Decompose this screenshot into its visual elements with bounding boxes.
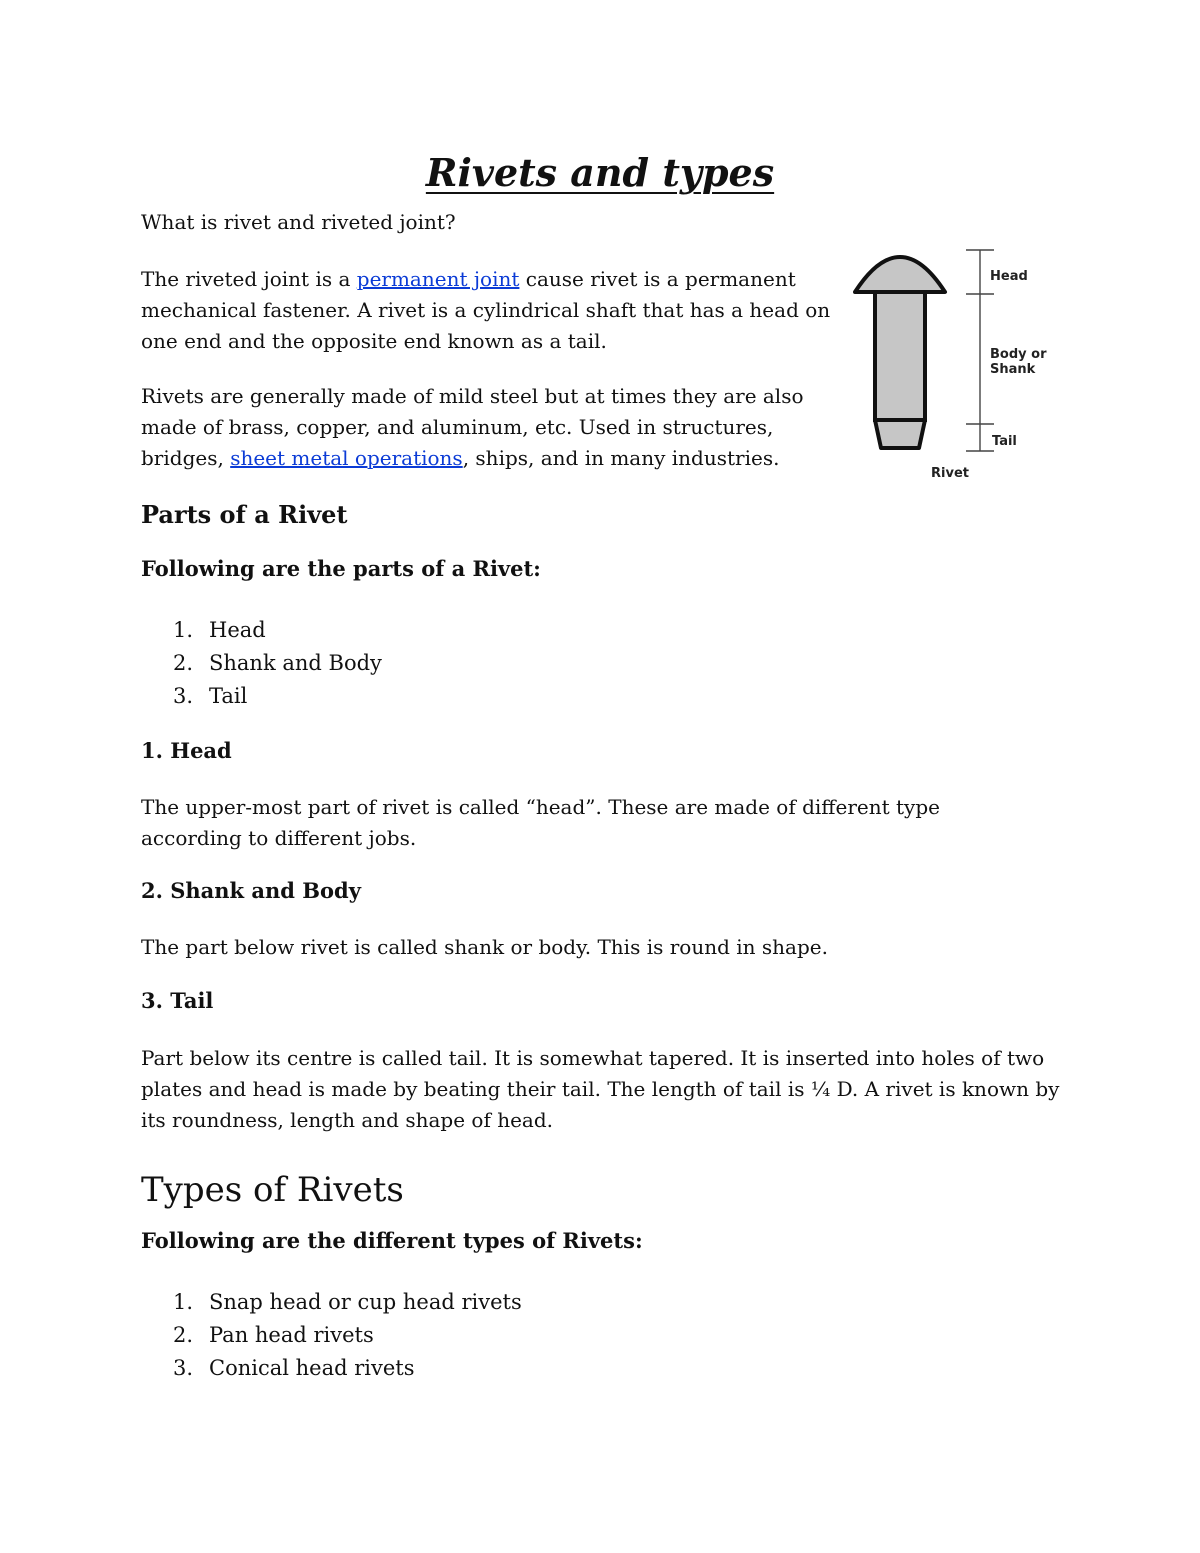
tail-paragraph: Part below its centre is called tail. It is somewhat tapered. It is inserted into holes of two plates and head is made by beating their tail. The length of tail is ¼ D. A rivet is known by its roundness, length and shape of head. [141,1046,1060,1132]
shank-heading: 2. Shank and Body [141,878,361,903]
list-item: 3. Tail [173,684,248,708]
tail-label: Tail [992,434,1017,449]
rivet-caption: Rivet [931,466,969,481]
list-item: 3. Conical head rivets [173,1356,415,1380]
rivet-head-shape [855,257,945,292]
intro-paragraph [141,264,831,357]
parts-intro: Following are the parts of a Rivet: [141,556,541,581]
parts-heading: Parts of a Rivet [141,500,348,529]
body-label-line2: Shank [990,362,1036,377]
rivet-tail-shape [875,420,925,448]
permanent-joint-link[interactable]: permanent joint [356,267,520,291]
head-heading: 1. Head [141,738,232,763]
materials-text-before: Rivets are generally made of mild steel but at times they are also made of brass, copper, and aluminum, etc. Used in structures, bridges, [141,384,804,470]
parts-list [141,614,382,713]
shank-paragraph: The part below rivet is called shank or body. This is round in shape. [141,935,828,959]
intro-text-before: The riveted joint is a [141,267,357,291]
types-heading: Types of Rivets [141,1170,404,1210]
intro-text-after: cause rivet is a permanent mechanical fastener. A rivet is a cylindrical shaft that has a head on one end and the opposite end known as a tail. [141,267,831,353]
list-item: 1. Head [173,618,266,642]
question-text: What is rivet and riveted joint? [141,210,456,234]
list-item: 2. Pan head rivets [173,1323,374,1347]
list-item: 2. Shank and Body [173,651,382,675]
rivet-shank-shape [875,292,925,420]
list-item: 1. Snap head or cup head rivets [173,1290,522,1314]
rivet-diagram [845,240,1075,490]
types-list [141,1286,522,1385]
tail-heading: 3. Tail [141,988,214,1013]
materials-paragraph [141,381,831,474]
sheet-metal-operations-link[interactable]: sheet metal operations [230,446,463,470]
body-label-line1: Body or [990,347,1047,362]
materials-text-after: , ships, and in many industries. [462,446,780,470]
head-label: Head [990,269,1028,284]
head-paragraph: The upper-most part of rivet is called “head”. These are made of different type according to different jobs. [141,795,940,850]
document-title: Rivets and types [425,150,775,195]
types-intro: Following are the different types of Rivets: [141,1228,643,1253]
